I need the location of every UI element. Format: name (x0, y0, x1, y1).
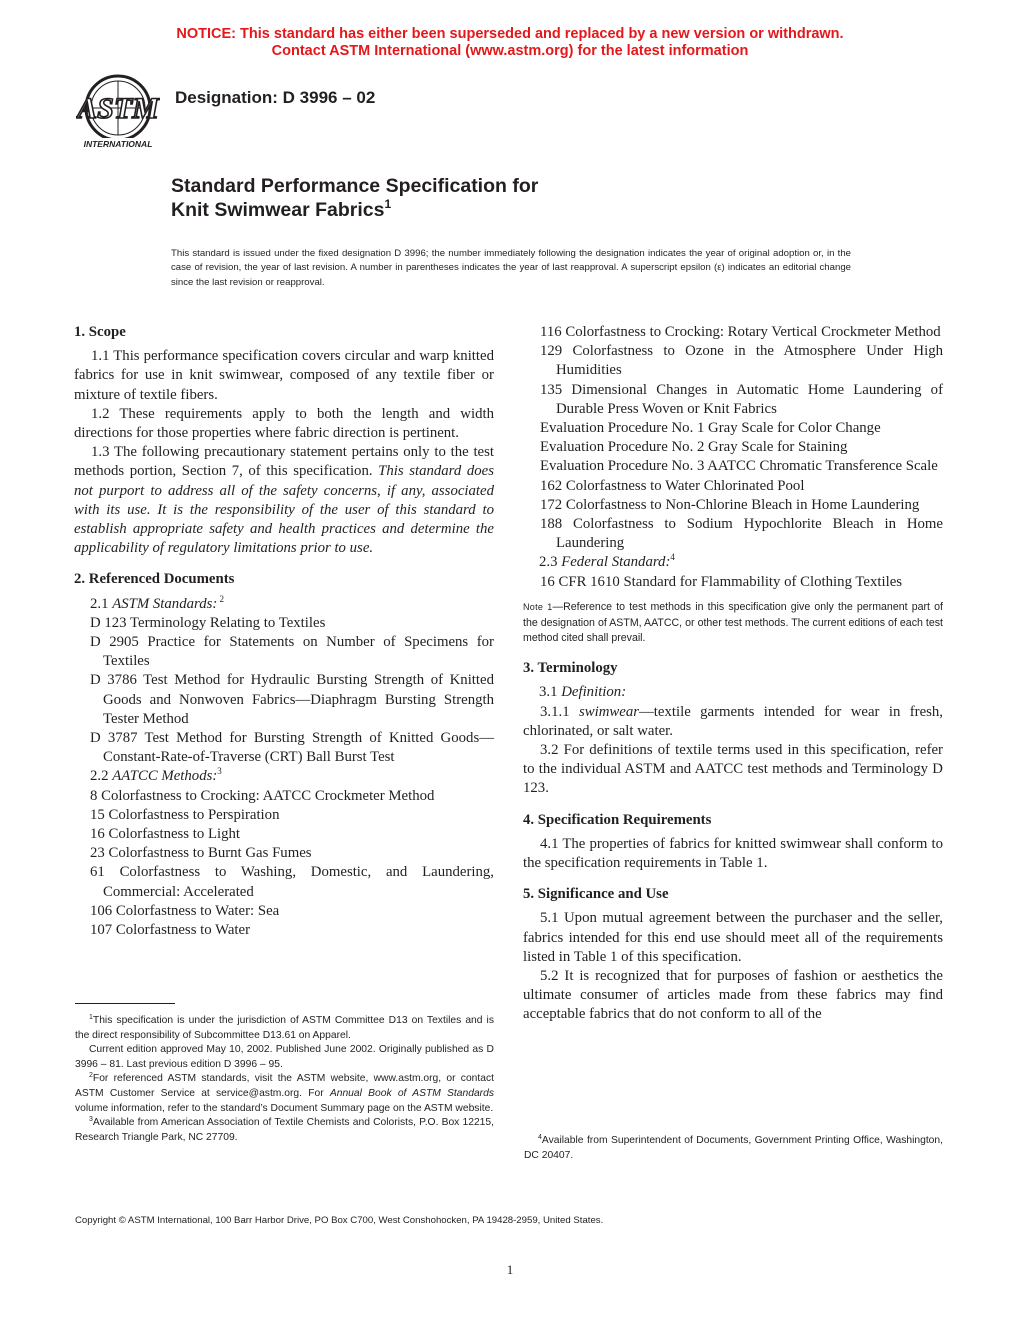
section-heading-significance-and-use: 5. Significance and Use (523, 886, 669, 903)
svg-text:ASTM: ASTM (77, 92, 159, 125)
paragraph-1-1: 1.1 This performance specification covers circular and warp knitted fabrics for use in knit swimwear, composed of any textile fiber or mixture of textile fibers. (74, 348, 494, 403)
issued-note: This standard is issued under the fixed designation D 3996; the number immediately following the designation indicates the year of original adoption or, in the case of revision, the year of last revision. A number in parentheses indicates the year of last reapproval. A superscript epsilon (ε) indicates an editorial change since the last revision or reapproval. (171, 248, 851, 288)
paragraph-3-1: 3.1 Definition: (539, 684, 627, 701)
section-heading-specification-requirements: 4. Specification Requirements (523, 811, 712, 828)
title-footnote-ref[interactable]: 1 (384, 197, 392, 211)
paragraph-1-2: 1.2 These requirements apply to both the length and width directions for those properties where fabric direction is pertinent. (74, 405, 494, 442)
designation: Designation: D 3996 – 02 (175, 88, 376, 107)
footnote-rule-left (75, 1003, 175, 1004)
paragraph-5-2: 5.2 It is recognized that for purposes of fashion or aesthetics the ultimate consumer of articles made from these fabrics may find acceptable fabrics that do not conform to all of the (523, 968, 943, 1023)
paragraph-5-1: 5.1 Upon mutual agreement between the purchaser and the seller, fabrics intended for this end use should meet all of the requirements listed in Table 1 of this specification. (523, 910, 943, 965)
withdrawal-notice (0, 26, 1020, 60)
reference-item: 107 Colorfastness to Water (90, 922, 251, 939)
footnote-ref-2[interactable]: 2 (217, 593, 225, 604)
reference-item: 15 Colorfastness to Perspiration (90, 806, 280, 823)
aatcc-references-right (523, 323, 943, 553)
reference-item: 135 Dimensional Changes in Automatic Home Laundering of Durable Press Woven or Knit Fabrics (540, 381, 943, 417)
section-heading-referenced-documents: 2. Referenced Documents (74, 571, 235, 588)
copyright-line: Copyright © ASTM International, 100 Barr Harbor Drive, PO Box C700, West Conshohocken, PA 19428-2959, United States. (75, 1215, 604, 1226)
federal-reference: 16 CFR 1610 Standard for Flammability of Clothing Textiles (540, 573, 903, 590)
reference-item: 172 Colorfastness to Non-Chlorine Bleach in Home Laundering (540, 496, 920, 513)
reference-item: 116 Colorfastness to Crocking: Rotary Vertical Crockmeter Method (540, 324, 941, 340)
page-number: 1 (506, 1262, 514, 1277)
paragraph-2-2: 2.2 AATCC Methods:$^3$ (90, 766, 222, 785)
reference-item: Evaluation Procedure No. 1 Gray Scale for Color Change (540, 420, 881, 437)
note-1: Note 1—Reference to test methods in this specification give only the permanent part of the designation of ASTM, AATCC, or other test methods. The current editions of each test method cited shall prevail. (523, 600, 943, 645)
footnotes-right (524, 1134, 943, 1163)
reference-item: 23 Colorfastness to Burnt Gas Fumes (90, 845, 312, 862)
reference-item: 129 Colorfastness to Ozone in the Atmosphere Under High Humidities (540, 343, 943, 379)
paragraph-2-3: 2.3 Federal Standard:$^4$ (539, 552, 675, 571)
reference-item: D 123 Terminology Relating to Textiles (90, 614, 326, 631)
footnote-2: $^2$For referenced ASTM standards, visit the ASTM website, www.astm.org, or contact ASTM Customer Service at service@astm.org. For Annual Book of ASTM Standards volume information, refer to the standard’s Document Summary page on the ASTM website. (75, 1072, 494, 1114)
reference-item: 162 Colorfastness to Water Chlorinated Pool (540, 477, 805, 494)
footnote-4: $^4$Available from Superintendent of Documents, Government Printing Office, Washington, DC 20407. (524, 1134, 943, 1161)
title-line-2: Knit Swimwear Fabrics$^1$ (171, 197, 392, 221)
reference-item: 16 Colorfastness to Light (90, 826, 241, 843)
footnote-ref-4[interactable]: 4 (670, 552, 675, 563)
footnote-3: $^3$Available from American Association of Textile Chemists and Colorists, P.O. Box 12215, Research Triangle Park, NC 27709. (75, 1116, 494, 1143)
aatcc-references-left (74, 787, 494, 941)
reference-item: 61 Colorfastness to Washing, Domestic, and Laundering, Commercial: Accelerated (90, 864, 494, 900)
reference-item: 8 Colorfastness to Crocking: AATCC Crockmeter Method (90, 787, 435, 804)
reference-item: Evaluation Procedure No. 3 AATCC Chromatic Transference Scale (540, 458, 938, 475)
astm-references (74, 614, 494, 768)
notice-line-2: Contact ASTM International (www.astm.org) for the latest information (271, 43, 749, 59)
footnote-1: $^1$This specification is under the jurisdiction of ASTM Committee D13 on Textiles and is the direct responsibility of Subcommittee D13.61 on Apparel. (75, 1014, 494, 1041)
reference-item: 188 Colorfastness to Sodium Hypochlorite Bleach in Home Laundering (540, 516, 943, 552)
footnote-1-edition: Current edition approved May 10, 2002. Published June 2002. Originally published as D 3996 – 81. Last previous edition D 3996 – 95. (75, 1044, 494, 1070)
left-column (74, 323, 494, 940)
section-heading-scope: 1. Scope (74, 324, 126, 340)
notice-line-1: NOTICE: This standard has either been superseded and replaced by a new version or withdrawn. (176, 26, 844, 42)
reference-item: D 3786 Test Method for Hydraulic Bursting Strength of Knitted Goods and Nonwoven Fabrics—Diaphragm Bursting Strength Tester Method (90, 672, 494, 727)
paragraph-4-1: 4.1 The properties of fabrics for knitted swimwear shall conform to the specification requirements in Table 1. (523, 835, 943, 872)
paragraph-2-1: 2.1 ASTM Standards: $^2$ (90, 593, 225, 612)
section-heading-terminology: 3. Terminology (523, 660, 618, 677)
reference-item: Evaluation Procedure No. 2 Gray Scale for Staining (540, 439, 848, 456)
footnotes-left (75, 1014, 494, 1145)
reference-item: 106 Colorfastness to Water: Sea (90, 902, 280, 919)
footnote-ref-3[interactable]: 3 (217, 766, 222, 777)
paragraph-3-1-1: 3.1.1 swimwear—textile garments intended for wear in fresh, chlorinated, or salt water. (523, 703, 943, 739)
astm-logo (76, 72, 160, 152)
title-line-1: Standard Performance Specification for (171, 175, 539, 197)
reference-item: D 2905 Practice for Statements on Number of Specimens for Textiles (90, 634, 494, 670)
document-title (171, 174, 538, 222)
paragraph-3-2: 3.2 For definitions of textile terms used in this specification, refer to the individual ASTM and AATCC test methods and Terminology D 123. (523, 742, 943, 797)
right-column (523, 323, 943, 1025)
reference-item: D 3787 Test Method for Bursting Strength of Knitted Goods—Constant-Rate-of-Traverse (CRT) Ball Burst Test (90, 730, 494, 766)
paragraph-1-3: 1.3 The following precautionary statement pertains only to the test methods portion, Section 7, of this specification. This standard does not purport to address all of the safety concerns, if any, associated with its use. It is the responsibility of the user of this standard to establish appropriate safety and health practices and determine the applicability of regulatory limitations prior to use. (74, 444, 494, 557)
svg-text:INTERNATIONAL: INTERNATIONAL (83, 139, 153, 149)
